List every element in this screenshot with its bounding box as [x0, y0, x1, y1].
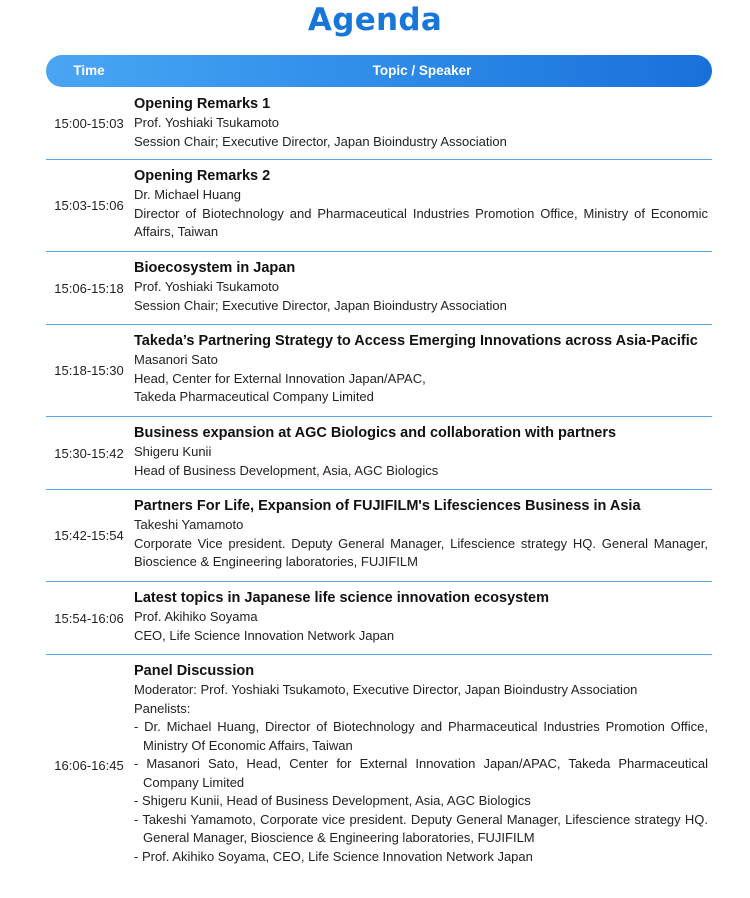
- row-affiliation: Head of Business Development, Asia, AGC Biologics: [134, 462, 439, 478]
- row-title: Panel Discussion: [134, 663, 255, 679]
- row-speaker: Prof. Yoshiaki Tsukamoto: [134, 279, 280, 294]
- agenda-row: [46, 582, 712, 655]
- row-affiliation: Takeda Pharmaceutical Company Limited: [134, 389, 374, 404]
- agenda-row: [46, 417, 712, 490]
- panelist-item: - Prof. Akihiko Soyama, CEO, Life Science Innovation Network Japan: [134, 848, 533, 864]
- row-affiliation: Session Chair; Executive Director, Japan Bioindustry Association: [134, 297, 507, 313]
- row-speaker: Takeshi Yamamoto: [134, 517, 244, 532]
- row-affiliation: Director of Biotechnology and Pharmaceutical Industries Promotion Office, Ministry of Economic Affairs, Taiwan: [134, 205, 708, 239]
- row-speaker: Dr. Michael Huang: [134, 187, 241, 202]
- row-time: 15:00-15:03: [54, 116, 124, 131]
- agenda-row: [46, 490, 712, 582]
- row-title: Business expansion at AGC Biologics and collaboration with partners: [134, 425, 617, 441]
- row-title: Takeda’s Partnering Strategy to Access Emerging Innovations across Asia-Pacific: [134, 333, 698, 349]
- row-affiliation: Head, Center for External Innovation Japan/APAC,: [134, 370, 426, 386]
- header-time: Time: [73, 63, 105, 78]
- agenda-row: [46, 325, 712, 417]
- row-speaker: Shigeru Kunii: [134, 444, 212, 459]
- row-title: Partners For Life, Expansion of FUJIFILM's Lifesciences Business in Asia: [134, 498, 641, 514]
- agenda-row: [46, 88, 712, 160]
- row-time: 16:06-16:45: [54, 757, 124, 773]
- row-time: 15:42-15:54: [54, 528, 124, 543]
- row-title: Bioecosystem in Japan: [134, 260, 296, 276]
- agenda-table: [46, 88, 712, 875]
- row-time: 15:18-15:30: [54, 363, 124, 378]
- panelist-item: - Masanori Sato, Head, Center for External Innovation Japan/APAC, Takeda Pharmaceutical Company Limited: [134, 756, 708, 790]
- header-topic: Topic / Speaker: [372, 63, 472, 78]
- row-affiliation: Corporate Vice president. Deputy General Manager, Lifescience strategy HQ. General Manager, Bioscience & Engineering laboratories, FUJIFILM: [134, 535, 708, 569]
- row-time: 15:30-15:42: [54, 445, 124, 461]
- row-title: Latest topics in Japanese life science innovation ecosystem: [134, 590, 550, 606]
- agenda-row: [46, 252, 712, 325]
- row-time: 15:03-15:06: [54, 198, 124, 213]
- row-speaker: Prof. Yoshiaki Tsukamoto: [134, 115, 280, 130]
- table-header: [46, 55, 712, 87]
- row-speaker: Prof. Akihiko Soyama: [134, 609, 258, 624]
- agenda-row: [46, 655, 712, 875]
- row-speaker: Masanori Sato: [134, 352, 218, 367]
- row-title: Opening Remarks 2: [134, 168, 271, 184]
- panelist-item: - Dr. Michael Huang, Director of Biotechnology and Pharmaceutical Industries Promotion Office, Ministry Of Economic Affairs, Taiwan: [134, 719, 708, 753]
- panelist-item: - Shigeru Kunii, Head of Business Development, Asia, AGC Biologics: [134, 793, 531, 808]
- row-affiliation: Session Chair; Executive Director, Japan Bioindustry Association: [134, 133, 507, 149]
- row-time: 15:06-15:18: [54, 280, 124, 296]
- row-title: Opening Remarks 1: [134, 96, 271, 112]
- row-affiliation: CEO, Life Science Innovation Network Japan: [134, 627, 395, 643]
- row-panelists-label: Panelists:: [134, 700, 191, 716]
- panelist-item: - Takeshi Yamamoto, Corporate vice president. Deputy General Manager, Lifescience strategy HQ. General Manager, Bioscience & Engineering laboratories, FUJIFILM: [134, 811, 708, 845]
- row-moderator: Moderator: Prof. Yoshiaki Tsukamoto, Executive Director, Japan Bioindustry Association: [134, 682, 638, 697]
- page-title: Agenda: [307, 2, 443, 38]
- agenda-row: [46, 160, 712, 252]
- row-time: 15:54-16:06: [54, 610, 124, 626]
